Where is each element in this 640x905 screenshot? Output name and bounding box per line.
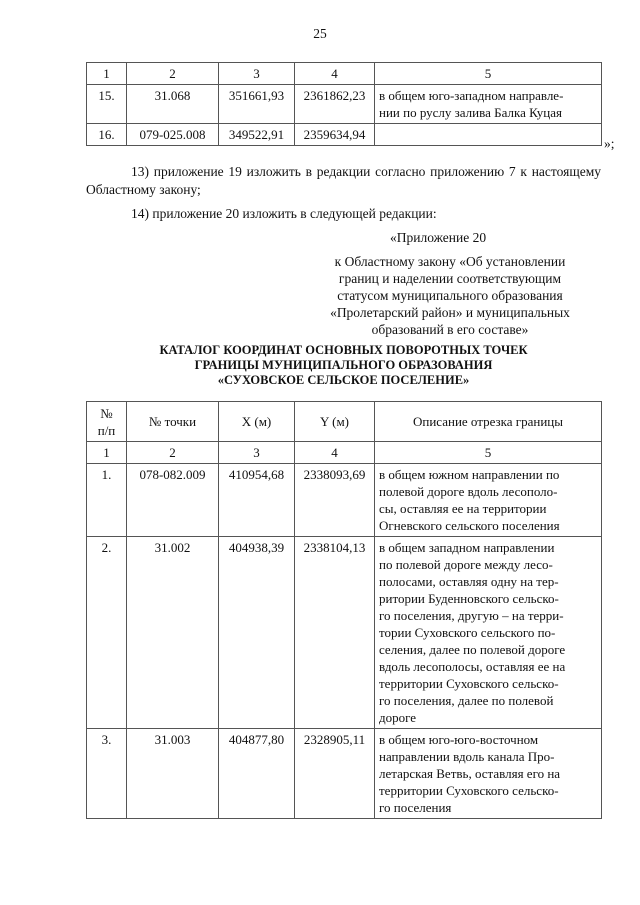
description-line: направлении вдоль канала Про- xyxy=(379,749,555,764)
y-coordinate: 2338093,69 xyxy=(295,464,375,537)
row-number: 15. xyxy=(87,85,127,124)
paragraph-line: настоящему Областному закону; xyxy=(86,164,602,197)
x-coordinate: 404938,39 xyxy=(219,537,295,729)
table-row xyxy=(87,729,602,819)
coordinates-catalog-table xyxy=(86,401,602,819)
column-number: 5 xyxy=(375,63,602,85)
description-line: го поселения, другую – на терри- xyxy=(379,608,564,623)
point-id: 31.068 xyxy=(127,85,219,124)
annex-line: «Пролетарский район» и муниципальных xyxy=(330,305,570,320)
segment-description xyxy=(375,729,602,819)
description-line: тории Суховского сельского по- xyxy=(379,625,556,640)
annex-subtitle xyxy=(300,253,600,338)
description-line: территории Суховского сельско- xyxy=(379,676,559,691)
description-line: го поселения, далее по полевой xyxy=(379,693,554,708)
closing-quote: »; xyxy=(604,136,615,151)
header-x: X (м) xyxy=(219,402,295,442)
x-coordinate: 404877,80 xyxy=(219,729,295,819)
description-line: летарская Ветвь, оставляя его на xyxy=(379,766,561,781)
row-number: 2. xyxy=(87,537,127,729)
column-number: 4 xyxy=(295,442,375,464)
description-line: в общем юго-юго-восточном xyxy=(379,732,539,747)
row-number: 1. xyxy=(87,464,127,537)
header-description: Описание отрезка границы xyxy=(375,402,602,442)
paragraph-14: 14) приложение 20 изложить в следующей редакции: xyxy=(131,206,437,221)
segment-description xyxy=(375,464,602,537)
description-line: в общем западном направлении xyxy=(379,540,555,555)
description-line: нии по руслу залива Балка Куцая xyxy=(379,105,562,120)
description-line: в общем юго-западном направле- xyxy=(379,88,564,103)
description-line: селения, далее по полевой дороге xyxy=(379,642,566,657)
header-y: Y (м) xyxy=(295,402,375,442)
row-number: 16. xyxy=(87,124,127,146)
column-number: 1 xyxy=(87,442,127,464)
column-number-row xyxy=(87,442,602,464)
y-coordinate: 2361862,23 xyxy=(295,85,375,124)
table-row xyxy=(87,85,602,124)
row-number: 3. xyxy=(87,729,127,819)
table-row xyxy=(87,537,602,729)
annex-line: образований в его составе» xyxy=(371,322,529,337)
catalog-title-line: КАТАЛОГ КООРДИНАТ ОСНОВНЫХ ПОВОРОТНЫХ ТОЧЕК xyxy=(159,343,528,357)
description-line: по полевой дороге между лесо- xyxy=(379,557,553,572)
description-line: территории Суховского сельско- xyxy=(379,783,559,798)
x-coordinate: 351661,93 xyxy=(219,85,295,124)
description-line: в общем южном направлении по xyxy=(379,467,560,482)
previous-coordinates-table xyxy=(86,62,602,146)
column-number: 1 xyxy=(87,63,127,85)
column-number: 5 xyxy=(375,442,602,464)
header-row-number xyxy=(87,402,127,442)
segment-description xyxy=(375,537,602,729)
column-number: 2 xyxy=(127,442,219,464)
x-coordinate: 349522,91 xyxy=(219,124,295,146)
description-line: ритории Буденновского сельско- xyxy=(379,591,559,606)
description-line: дороге xyxy=(379,710,417,725)
description-line: Огневского сельского поселения xyxy=(379,518,560,533)
page-number: 25 xyxy=(313,26,327,41)
catalog-title-line: «СУХОВСКОЕ СЕЛЬСКОЕ ПОСЕЛЕНИЕ» xyxy=(217,373,470,387)
paragraph-13 xyxy=(86,163,601,199)
catalog-title xyxy=(86,343,601,388)
header-point-id: № точки xyxy=(127,402,219,442)
annex-line: к Областному закону «Об установлении xyxy=(334,254,566,269)
column-number: 4 xyxy=(295,63,375,85)
column-number-row xyxy=(87,63,602,85)
y-coordinate: 2328905,11 xyxy=(295,729,375,819)
y-coordinate: 2338104,13 xyxy=(295,537,375,729)
column-number: 2 xyxy=(127,63,219,85)
segment-description xyxy=(375,85,602,124)
point-id: 31.002 xyxy=(127,537,219,729)
table-row xyxy=(87,124,602,146)
x-coordinate: 410954,68 xyxy=(219,464,295,537)
catalog-title-line: ГРАНИЦЫ МУНИЦИПАЛЬНОГО ОБРАЗОВАНИЯ xyxy=(194,358,493,372)
table-row xyxy=(87,464,602,537)
description-line: полевой дороге вдоль лесополо- xyxy=(379,484,558,499)
column-number: 3 xyxy=(219,63,295,85)
header-row xyxy=(87,402,602,442)
point-id: 079-025.008 xyxy=(127,124,219,146)
description-line: сы, оставляя ее на территории xyxy=(379,501,547,516)
point-id: 31.003 xyxy=(127,729,219,819)
annex-line: границ и наделении соответствующим xyxy=(338,271,562,286)
header-text: № xyxy=(100,405,113,421)
description-line: полосами, оставляя одну на тер- xyxy=(379,574,559,589)
segment-description xyxy=(375,124,602,146)
y-coordinate: 2359634,94 xyxy=(295,124,375,146)
description-line: вдоль лесополосы, оставляя ее на xyxy=(379,659,566,674)
description-line: го поселения xyxy=(379,800,452,815)
column-number: 3 xyxy=(219,442,295,464)
annex-line: статусом муниципального образования xyxy=(337,288,563,303)
header-text: п/п xyxy=(97,422,116,438)
annex-title: «Приложение 20 xyxy=(390,230,487,245)
paragraph-line: 13) приложение 19 изложить в редакции согласно приложению 7 к xyxy=(131,164,527,179)
point-id: 078-082.009 xyxy=(127,464,219,537)
